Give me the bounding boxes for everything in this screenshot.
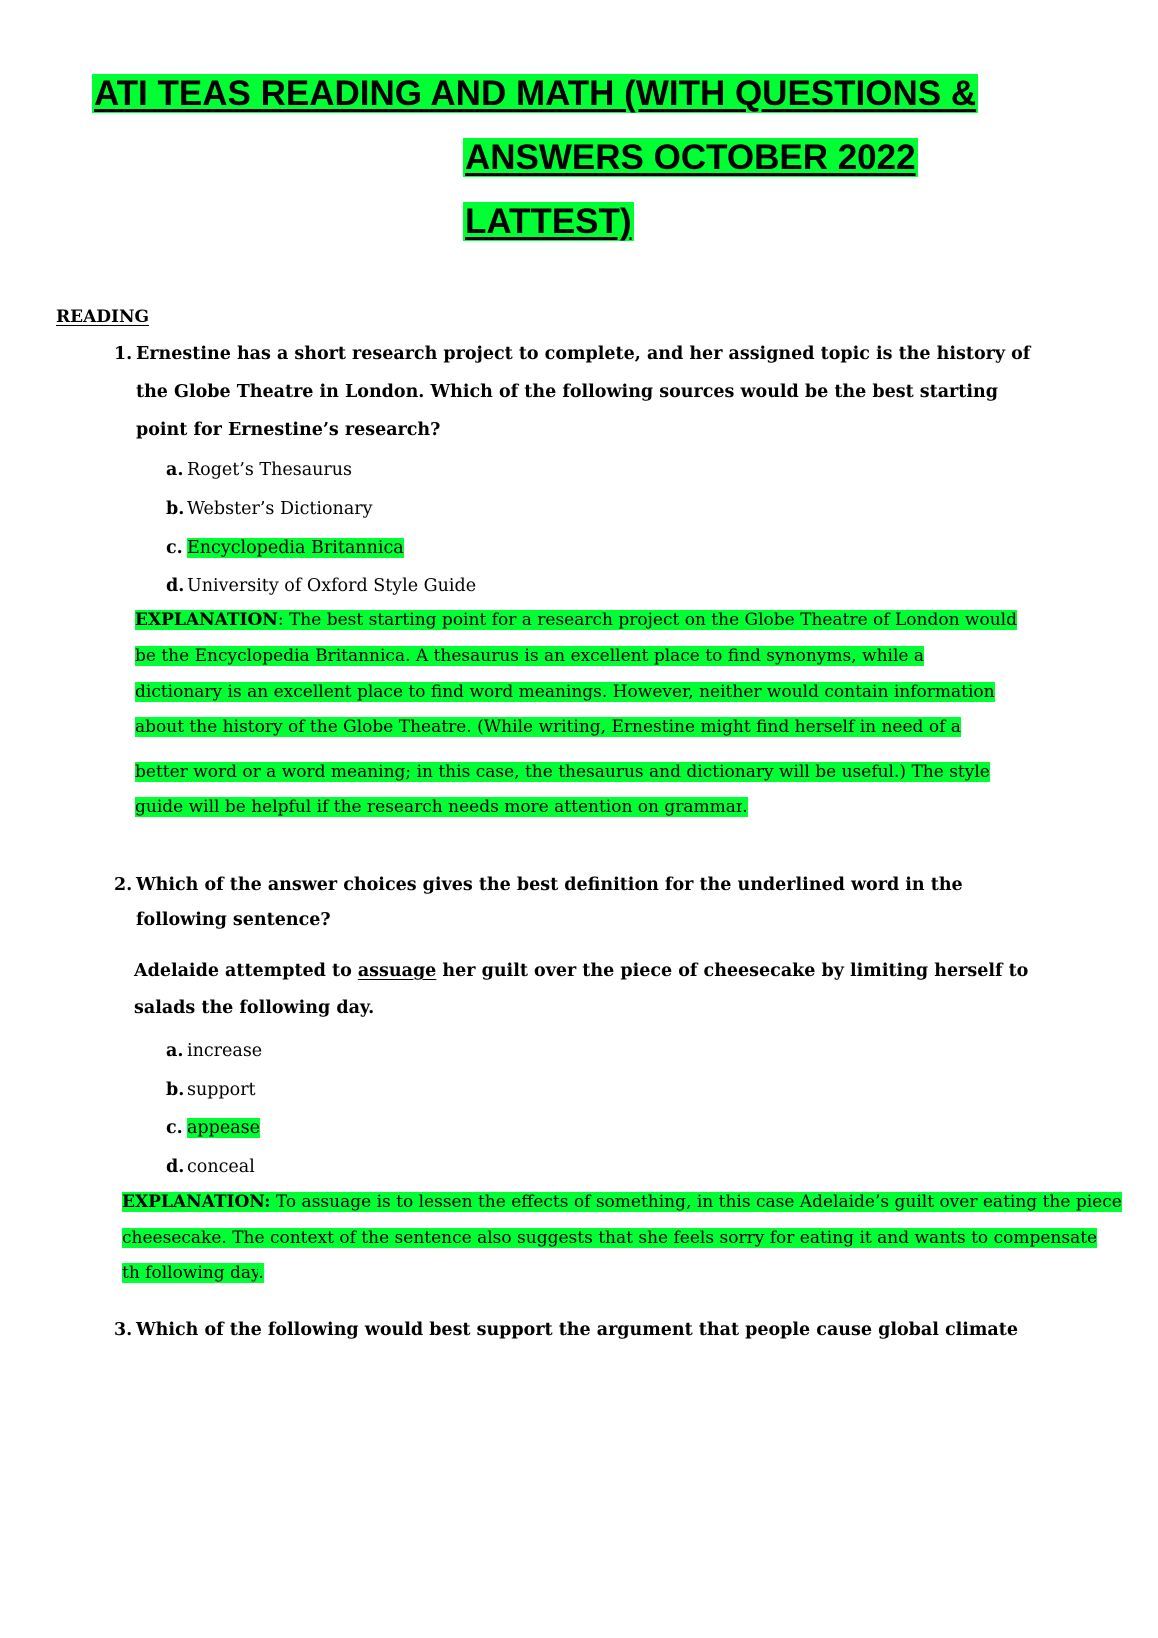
- underlined-word: assuage: [357, 961, 437, 981]
- explanation-1: [135, 610, 1035, 830]
- explanation-line: [122, 1192, 1122, 1212]
- option-text-correct: appease: [187, 1118, 260, 1138]
- question-text-line: following sentence?: [136, 910, 331, 930]
- explanation-label: EXPLANATION: [135, 610, 278, 630]
- question-1: [114, 335, 1036, 449]
- question-text-line: Which of the following would best support the argument that people cause global climate: [136, 1320, 1018, 1340]
- question-number: 3.: [114, 1320, 133, 1340]
- question-3: [114, 1311, 1036, 1349]
- option-text: increase: [187, 1041, 263, 1061]
- option-d[interactable]: [166, 1156, 255, 1178]
- question-2: [114, 868, 1036, 938]
- explanation-line: [122, 1228, 1097, 1248]
- explanation-text: about the history of the Globe Theatre. (While writing, Ernestine might find herself in need of a: [135, 717, 961, 737]
- sentence-line-1: [134, 953, 1034, 990]
- option-b[interactable]: [166, 1079, 256, 1101]
- explanation-text: : The best starting point for a research project on the Globe Theatre of London would: [277, 610, 1017, 630]
- question-text-line: Ernestine has a short research project to complete, and her assigned topic is the history of: [136, 344, 1031, 364]
- explanation-line: [122, 1263, 264, 1283]
- sentence-line-2: salads the following day.: [134, 998, 375, 1018]
- explanation-text: cheesecake. The context of the sentence also suggests that she feels sorry for eating it and wants to compensate: [122, 1228, 1098, 1248]
- title-text-2: ANSWERS OCTOBER 2022: [465, 138, 916, 177]
- question-text-line: the Globe Theatre in London. Which of the following sources would be the best starting: [136, 382, 998, 402]
- explanation-line: [135, 797, 748, 817]
- option-text: support: [187, 1080, 256, 1100]
- explanation-text: To assuage is to lessen the effects of something, in this case Adelaide’s guilt over eating the piece: [270, 1192, 1122, 1212]
- option-c[interactable]: [166, 1117, 260, 1139]
- question-number: 2.: [114, 875, 133, 895]
- option-letter: a.: [166, 1041, 184, 1061]
- option-text: University of Oxford Style Guide: [187, 576, 477, 596]
- option-text: Webster’s Dictionary: [187, 499, 373, 519]
- explanation-line: [135, 646, 924, 666]
- title-text-3: LATTEST): [465, 202, 632, 241]
- option-letter: b.: [166, 499, 185, 519]
- explanation-2: [122, 1192, 1152, 1292]
- option-letter: d.: [166, 576, 185, 596]
- option-letter: d.: [166, 1157, 185, 1177]
- section-heading: READING: [56, 307, 150, 327]
- sentence-text: Adelaide attempted to: [134, 961, 358, 981]
- explanation-trailing: .: [258, 1263, 264, 1283]
- explanation-text: th following day: [122, 1263, 259, 1283]
- option-letter: c.: [166, 538, 183, 558]
- question-sentence: [134, 953, 1034, 1027]
- option-text: conceal: [187, 1157, 255, 1177]
- question-text-line: Which of the answer choices gives the best definition for the underlined word in the: [136, 875, 963, 895]
- explanation-line: [135, 717, 961, 737]
- option-letter: b.: [166, 1080, 185, 1100]
- explanation-line: [135, 610, 1017, 630]
- option-a[interactable]: [166, 1040, 262, 1062]
- option-letter: a.: [166, 460, 184, 480]
- option-text: Roget’s Thesaurus: [187, 460, 353, 480]
- option-c[interactable]: [166, 537, 404, 559]
- explanation-text: better word or a word meaning; in this case, the thesaurus and dictionary will be useful.) The style: [135, 762, 990, 782]
- option-text-correct: Encyclopedia Britannica: [187, 538, 404, 558]
- sentence-text: her guilt over the piece of cheesecake by limiting herself to: [436, 961, 1029, 981]
- explanation-text: be the Encyclopedia Britannica. A thesaurus is an excellent place to find synonyms, while a: [135, 646, 924, 666]
- title-line-3: [463, 200, 634, 244]
- question-text-line: point for Ernestine’s research?: [136, 420, 441, 440]
- explanation-label: EXPLANATION:: [122, 1192, 271, 1212]
- title-line-2: [463, 136, 918, 180]
- explanation-text: guide will be helpful if the research needs more attention on grammar: [135, 797, 743, 817]
- explanation-line: [135, 762, 990, 782]
- option-d[interactable]: [166, 575, 476, 597]
- title-text-1: ATI TEAS READING AND MATH (WITH QUESTIONS &: [94, 74, 977, 113]
- title-line-1: [92, 72, 978, 116]
- explanation-line: [135, 682, 995, 702]
- option-a[interactable]: [166, 459, 352, 481]
- option-b[interactable]: [166, 498, 373, 520]
- explanation-trailing: .: [742, 797, 748, 817]
- explanation-text: dictionary is an excellent place to find word meanings. However, neither would contain information: [135, 682, 995, 702]
- option-letter: c.: [166, 1118, 183, 1138]
- question-number: 1.: [114, 344, 133, 364]
